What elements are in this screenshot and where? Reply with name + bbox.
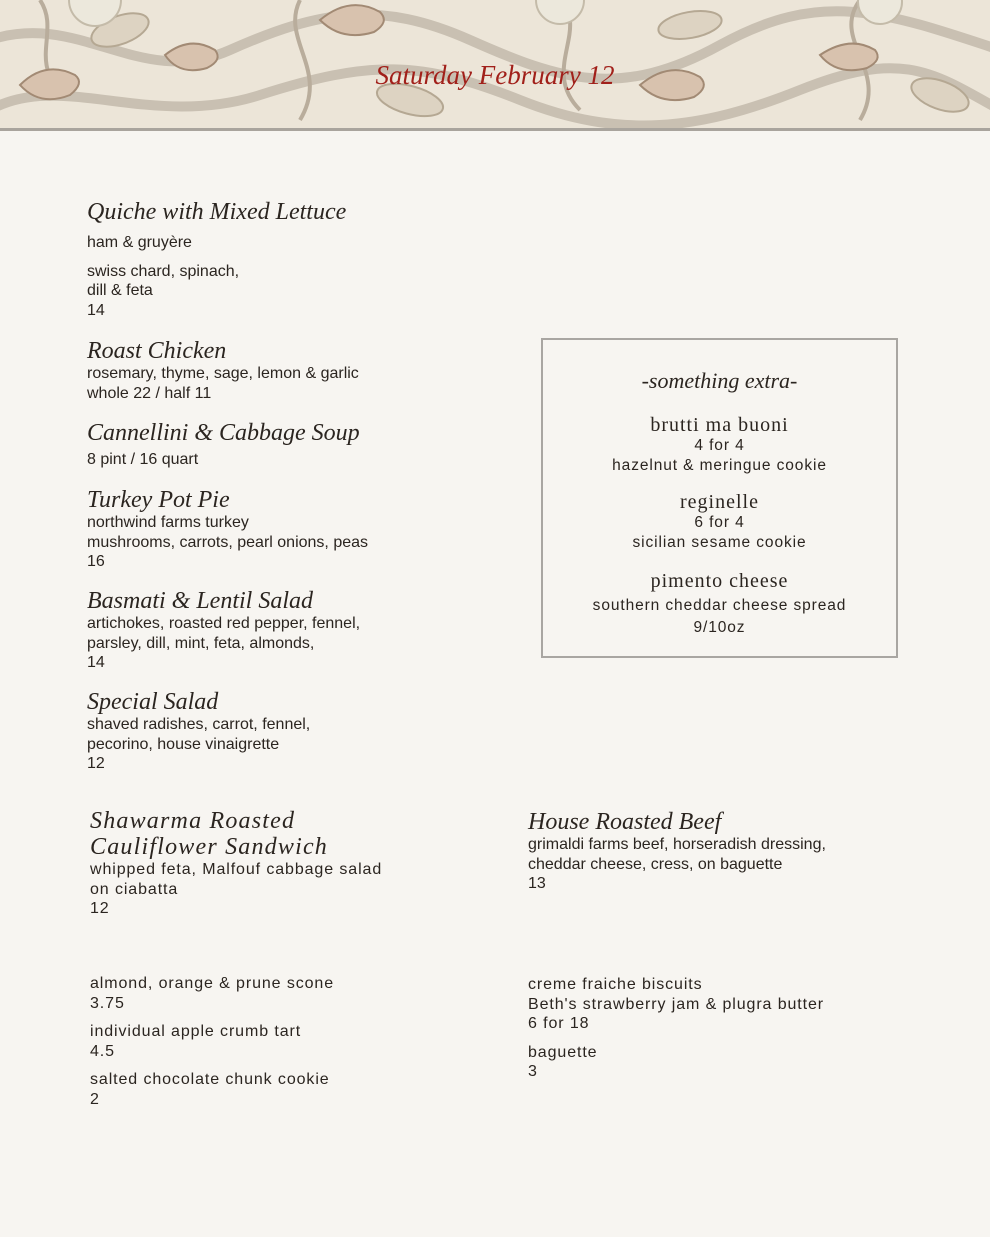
something-extra-box bbox=[541, 338, 898, 658]
item-price: 8 pint / 16 quart bbox=[87, 451, 199, 468]
item-price: 16 bbox=[87, 553, 105, 570]
item-name: Turkey Pot Pie bbox=[87, 487, 230, 513]
something-extra-title: -something extra- bbox=[641, 368, 798, 393]
item-description: parsley, dill, mint, feta, almonds, bbox=[87, 634, 315, 652]
item-description: cheddar cheese, cress, on baguette bbox=[528, 855, 783, 873]
bakery-left bbox=[90, 974, 334, 1109]
item-description: on ciabatta bbox=[90, 880, 179, 898]
item-name: baguette bbox=[528, 1043, 598, 1061]
item-option: ham & gruyère bbox=[87, 234, 192, 251]
bakery-item-scone bbox=[90, 974, 334, 1013]
bakery-right bbox=[528, 975, 824, 1082]
extra-item-reginelle bbox=[543, 491, 896, 552]
item-price: 2 bbox=[90, 1090, 100, 1108]
bakery-item-baguette bbox=[528, 1043, 824, 1082]
extra-item-description: southern cheddar cheese spread bbox=[592, 597, 847, 614]
sandwich-shawarma-cauliflower bbox=[90, 808, 382, 919]
extra-item-brutti-ma-buoni bbox=[543, 414, 896, 475]
item-price: 3.75 bbox=[90, 994, 125, 1012]
item-price: 12 bbox=[87, 755, 105, 772]
extra-item-pimento-cheese bbox=[543, 570, 896, 637]
item-price: 14 bbox=[87, 301, 105, 319]
item-description: grimaldi farms beef, horseradish dressing, bbox=[528, 836, 826, 853]
menu-item-quiche bbox=[87, 199, 346, 320]
item-price: 3 bbox=[528, 1063, 538, 1080]
item-name: individual apple crumb tart bbox=[90, 1023, 302, 1040]
item-description: whipped feta, Malfouf cabbage salad bbox=[90, 861, 383, 878]
item-name: Roast Chicken bbox=[87, 338, 227, 364]
item-description: mushrooms, carrots, pearl onions, peas bbox=[87, 533, 369, 551]
item-description: pecorino, house vinaigrette bbox=[87, 735, 280, 753]
item-name: creme fraiche biscuits bbox=[528, 976, 703, 993]
item-price: 6 for 18 bbox=[528, 1015, 590, 1032]
bakery-item-chocolate-cookie bbox=[90, 1070, 334, 1109]
item-price: 4.5 bbox=[90, 1042, 115, 1060]
bakery-item-apple-tart bbox=[90, 1022, 334, 1061]
item-description: shaved radishes, carrot, fennel, bbox=[87, 716, 311, 733]
item-name: salted chocolate chunk cookie bbox=[90, 1071, 330, 1088]
item-name: Shawarma Roasted bbox=[90, 808, 296, 834]
item-price: whole 22 / half 11 bbox=[87, 384, 212, 402]
item-description: northwind farms turkey bbox=[87, 514, 249, 531]
sandwich-house-roasted-beef bbox=[528, 809, 826, 894]
menu-item-roast-chicken bbox=[87, 338, 359, 403]
extra-item-name: brutti ma buoni bbox=[650, 414, 789, 436]
item-description: Beth's strawberry jam & plugra butter bbox=[528, 995, 825, 1013]
extra-item-price: 6 for 4 bbox=[694, 514, 745, 531]
extra-item-price: 4 for 4 bbox=[694, 437, 745, 454]
item-name: Basmati & Lentil Salad bbox=[87, 588, 314, 614]
item-price: 13 bbox=[528, 875, 546, 892]
item-name: Cauliflower Sandwich bbox=[90, 834, 329, 860]
bakery-item-biscuits bbox=[528, 975, 824, 1034]
menu-item-basmati-salad bbox=[87, 588, 360, 673]
menu-item-turkey-pot-pie bbox=[87, 487, 368, 572]
item-name: almond, orange & prune scone bbox=[90, 975, 335, 992]
item-price: 14 bbox=[87, 654, 105, 671]
item-name: Special Salad bbox=[87, 689, 219, 715]
item-description: rosemary, thyme, sage, lemon & garlic bbox=[87, 365, 359, 382]
item-name: Cannellini & Cabbage Soup bbox=[87, 420, 360, 446]
extra-item-name: pimento cheese bbox=[650, 570, 789, 592]
menu-date: Saturday February 12 bbox=[375, 60, 615, 90]
menu-item-special-salad bbox=[87, 689, 310, 774]
header-banner bbox=[0, 0, 990, 131]
extra-item-description: hazelnut & meringue cookie bbox=[612, 456, 827, 474]
menu-item-soup bbox=[87, 420, 360, 470]
extra-item-description: sicilian sesame cookie bbox=[632, 533, 807, 551]
item-name: Quiche with Mixed Lettuce bbox=[87, 199, 347, 225]
item-description: artichokes, roasted red pepper, fennel, bbox=[87, 615, 361, 632]
item-option: swiss chard, spinach, bbox=[87, 262, 240, 280]
extra-item-price: 9/10oz bbox=[693, 618, 746, 636]
item-price: 12 bbox=[90, 900, 110, 917]
extra-item-name: reginelle bbox=[680, 491, 759, 513]
item-option: dill & feta bbox=[87, 282, 153, 299]
item-name: House Roasted Beef bbox=[528, 809, 722, 835]
